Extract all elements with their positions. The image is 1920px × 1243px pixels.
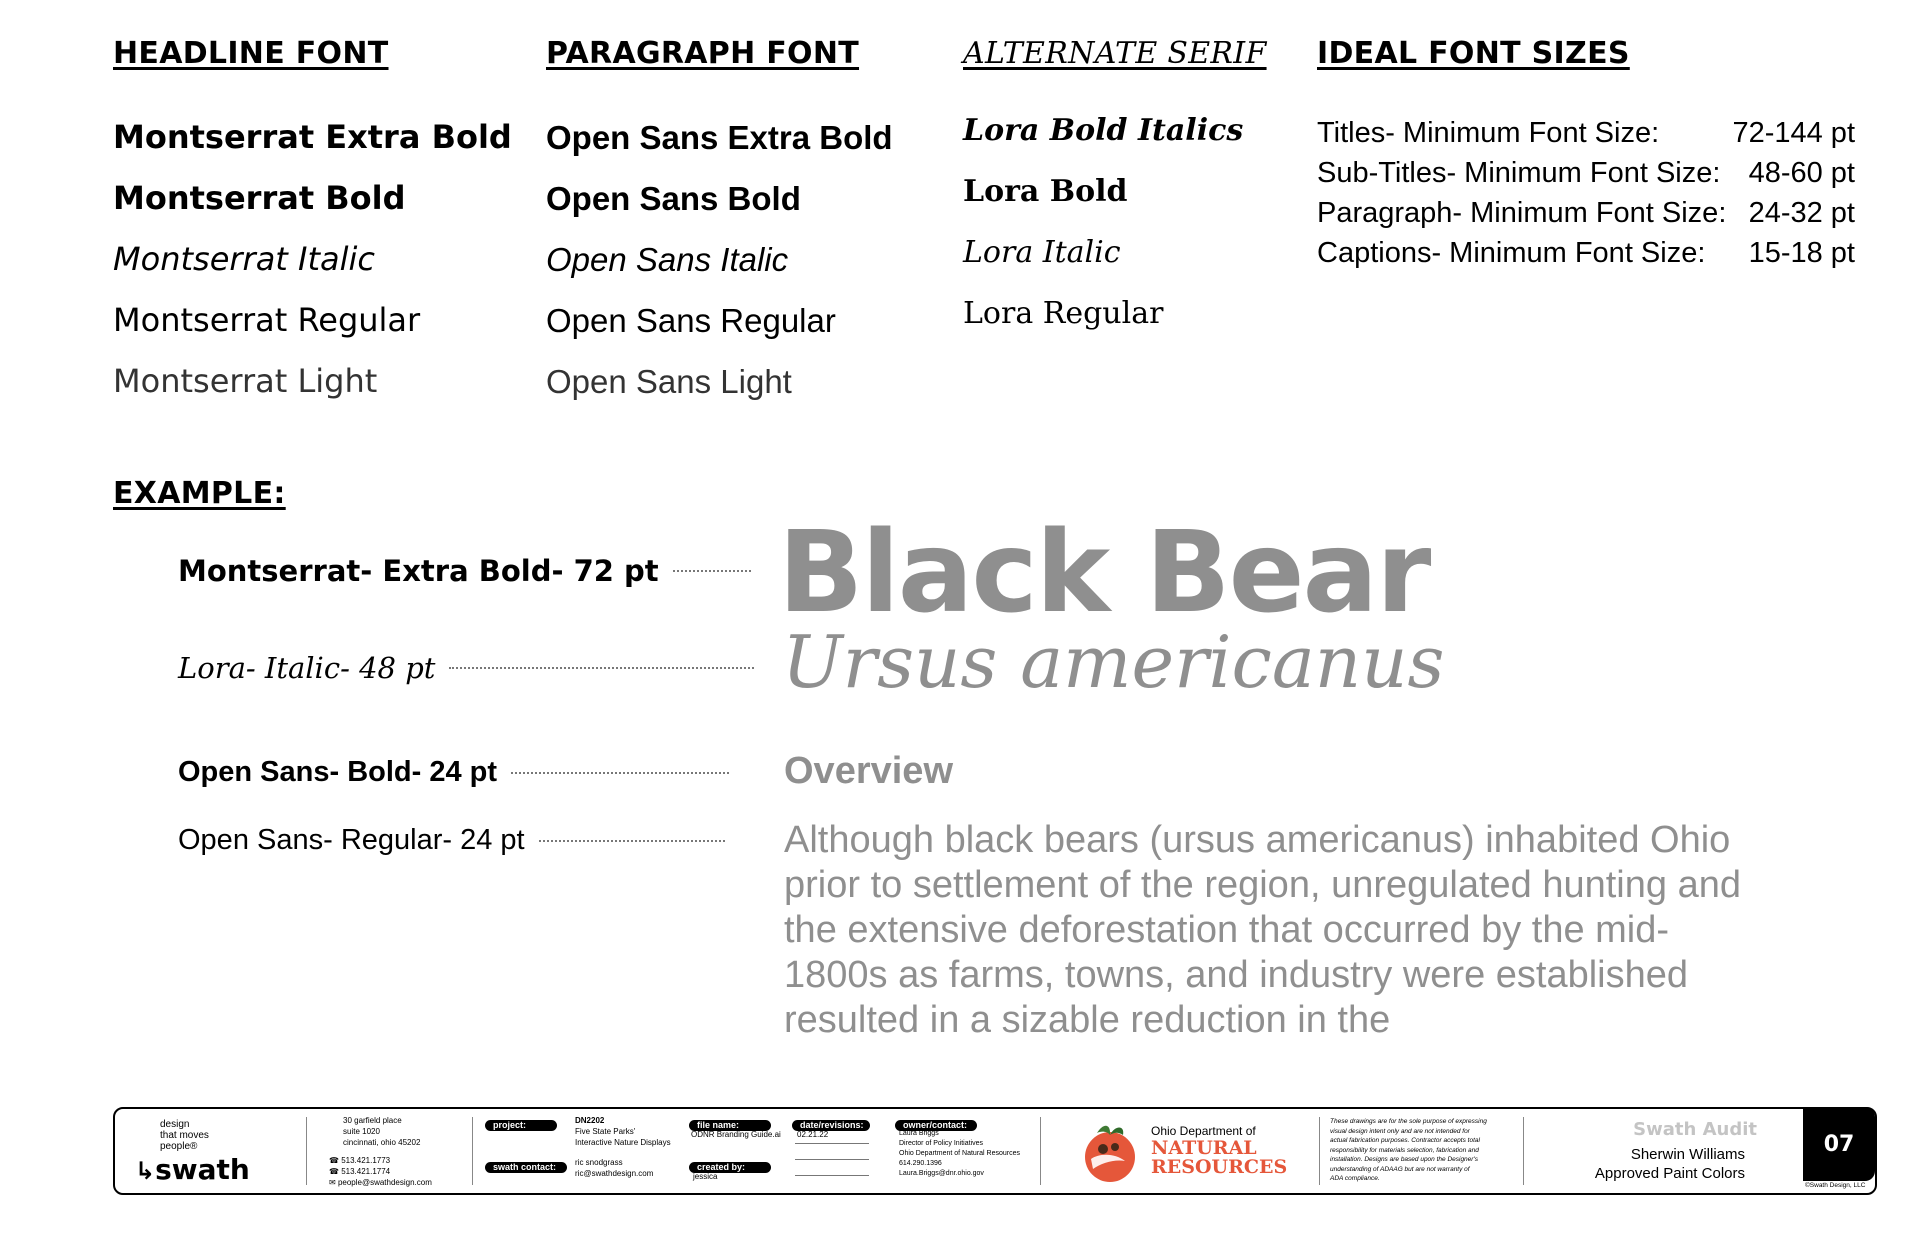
sample-open-sans-italic: Open Sans Italic: [546, 241, 789, 278]
size-value: 24-32 pt: [1748, 197, 1855, 229]
date-pill: date/revisions:: [792, 1120, 870, 1131]
leader-dots: [511, 772, 729, 774]
sample-lora-bold: Lora Bold: [963, 174, 1128, 209]
leader-dots: [673, 570, 751, 572]
swath-wordmark: swath: [155, 1153, 250, 1186]
example-subtitle: Ursus americanus: [782, 620, 1445, 704]
headline-samples: [113, 107, 512, 412]
sample-lora-regular: Lora Regular: [963, 296, 1164, 331]
sample-montserrat-bold: Montserrat Bold: [113, 179, 406, 217]
divider: [306, 1117, 307, 1185]
sample-lora-bold-italics: Lora Bold Italics: [963, 113, 1244, 148]
sample-open-sans-regular: Open Sans Regular: [546, 302, 836, 339]
sample-montserrat-regular: Montserrat Regular: [113, 301, 421, 339]
owner-line: Laura Briggs: [899, 1130, 939, 1137]
sample-open-sans-light: Open Sans Light: [546, 363, 792, 400]
sample-montserrat-italic: Montserrat Italic: [113, 240, 375, 278]
example-label-overview-text: Open Sans- Bold- 24 pt: [178, 756, 498, 788]
revision-line: [795, 1159, 869, 1160]
owner-line: Ohio Department of Natural Resources: [899, 1150, 1020, 1157]
title-block: [113, 1107, 1877, 1195]
arrow-icon: ↳: [135, 1157, 156, 1185]
owner-line: Director of Policy Initiatives: [899, 1140, 984, 1147]
contact-pill: swath contact:: [485, 1162, 567, 1173]
example-overview: Overview: [784, 750, 953, 792]
tagline: [160, 1119, 209, 1152]
size-row-captions: [1317, 233, 1855, 273]
address-line: cincinnati, ohio 45202: [343, 1138, 421, 1147]
page-number: 07: [1803, 1107, 1875, 1181]
created-by-value: jessica: [693, 1172, 718, 1181]
phone-icon: ☎: [329, 1156, 342, 1165]
example-label-paragraph: [178, 824, 725, 857]
example-label-overview: [178, 756, 729, 789]
project-name-line: Five State Parks': [575, 1127, 636, 1136]
project-info: [575, 1115, 671, 1148]
email-row: [329, 1177, 432, 1188]
leader-dots: [539, 840, 725, 842]
size-label: Paragraph- Minimum Font Size:: [1317, 197, 1727, 229]
example-label-title: [178, 554, 751, 588]
example-label-subtitle: [178, 651, 754, 685]
divider: [472, 1117, 473, 1185]
divider: [1319, 1117, 1320, 1185]
size-value: 15-18 pt: [1748, 237, 1855, 269]
revision-line: [795, 1175, 869, 1176]
disclaimer-line: These drawings are for the sole purpose of expressing: [1330, 1118, 1487, 1125]
sample-open-sans-bold: Open Sans Bold: [546, 180, 801, 217]
odnr-top-text: Ohio Department of: [1151, 1124, 1256, 1138]
file-pill: file name:: [689, 1120, 771, 1131]
sheet-subtitle-line: Approved Paint Colors: [1594, 1165, 1745, 1182]
paragraph-samples: [546, 107, 893, 412]
example-label-paragraph-text: Open Sans- Regular- 24 pt: [178, 824, 525, 856]
headline-font-heading: HEADLINE FONT: [113, 36, 389, 71]
sample-montserrat-extra-bold: Montserrat Extra Bold: [113, 118, 512, 156]
file-name-value: ODNR Branding Guide.ai: [691, 1130, 781, 1139]
project-label: [485, 1115, 557, 1133]
project-id: DN2202: [575, 1116, 605, 1125]
tagline-line: people®: [160, 1141, 198, 1152]
disclaimer-line: actual fabrication purposes. Contractor accepts total: [1330, 1137, 1480, 1144]
example-label-title-text: Montserrat- Extra Bold- 72 pt: [178, 554, 659, 588]
disclaimer: [1330, 1117, 1487, 1184]
tagline-line: that moves: [160, 1130, 209, 1141]
project-name-line: Interactive Nature Displays: [575, 1138, 671, 1147]
divider: [1523, 1117, 1524, 1185]
address-line: 30 garfield place: [343, 1116, 402, 1125]
disclaimer-line: ADA compliance.: [1330, 1175, 1380, 1182]
owner-pill: owner/contact:: [895, 1120, 977, 1131]
font-sizes-table: [1317, 113, 1855, 273]
contact-line: ric snodgrass: [575, 1158, 623, 1167]
owner-info: [899, 1129, 1020, 1179]
swath-contact-label: [485, 1157, 567, 1175]
sheet-subtitle-line: Sherwin Williams: [1630, 1146, 1745, 1163]
address: [343, 1115, 420, 1148]
ideal-font-sizes-heading: IDEAL FONT SIZES: [1317, 36, 1630, 71]
phone-row: [329, 1155, 432, 1166]
fax-value: 513.421.1774: [341, 1167, 391, 1176]
sample-lora-italic: Lora Italic: [963, 235, 1121, 270]
contact-line: ric@swathdesign.com: [575, 1169, 654, 1178]
size-row-subtitles: [1317, 153, 1855, 193]
size-value: 72-144 pt: [1732, 117, 1855, 149]
swath-logo: [135, 1155, 250, 1186]
sheet-subtitle: [1555, 1145, 1745, 1183]
contact-numbers: [329, 1155, 432, 1188]
address-line: suite 1020: [343, 1127, 380, 1136]
tagline-line: design: [160, 1119, 190, 1130]
leader-dots: [449, 667, 754, 669]
fax-icon: ☎: [329, 1167, 342, 1176]
size-label: Sub-Titles- Minimum Font Size:: [1317, 157, 1721, 189]
sheet-title: Swath Audit: [1633, 1119, 1757, 1140]
copyright: ©Swath Design, LLC: [1805, 1182, 1866, 1189]
project-pill: project:: [485, 1120, 557, 1131]
fax-row: [329, 1166, 432, 1177]
swath-contact: [575, 1157, 653, 1179]
odnr-wordmark-line: RESOURCES: [1151, 1156, 1288, 1178]
owner-line: 614.290.1396: [899, 1160, 942, 1167]
divider: [1040, 1117, 1041, 1185]
odnr-wordmark-line: NATURAL: [1151, 1137, 1257, 1159]
created-pill: created by:: [689, 1162, 771, 1173]
disclaimer-line: installation. Designs are based upon the Designer's: [1330, 1156, 1478, 1163]
serif-samples: [963, 100, 1243, 344]
sample-montserrat-light: Montserrat Light: [113, 362, 378, 400]
example-paragraph: Although black bears (ursus americanus) inhabited Ohio prior to settlement of the region, unregulated hunting and the extensive deforestation that occurred by the mid-1800s as farms, towns, and industry were established resulted in a sizable reduction in the: [784, 819, 1741, 1041]
disclaimer-line: visual design intent only and are not intended for: [1330, 1127, 1470, 1135]
size-label: Captions- Minimum Font Size:: [1317, 237, 1706, 269]
revision-line: [795, 1143, 869, 1144]
email-value: people@swathdesign.com: [337, 1178, 432, 1187]
size-row-titles: [1317, 113, 1855, 153]
date-value: 02.21.22: [797, 1130, 829, 1139]
size-row-paragraph: [1317, 193, 1855, 233]
email-icon: ✉: [329, 1178, 338, 1187]
odnr-wordmark: [1151, 1139, 1287, 1177]
sample-open-sans-extra-bold: Open Sans Extra Bold: [546, 119, 893, 156]
owner-line: Laura.Briggs@dnr.ohio.gov: [899, 1170, 984, 1177]
odnr-logo-icon: [1077, 1119, 1143, 1190]
size-label: Titles- Minimum Font Size:: [1317, 117, 1660, 149]
disclaimer-line: understanding of ADAAG but are not warranty of: [1330, 1165, 1470, 1173]
example-title: Black Bear: [778, 508, 1430, 638]
alternate-serif-heading: ALTERNATE SERIF: [963, 36, 1267, 71]
phone-value: 513.421.1773: [341, 1156, 391, 1165]
paragraph-font-heading: PARAGRAPH FONT: [546, 36, 860, 71]
disclaimer-line: responsibility for materials selection, fabrication and: [1330, 1146, 1479, 1154]
example-label-subtitle-text: Lora- Italic- 48 pt: [178, 651, 436, 685]
size-value: 48-60 pt: [1748, 157, 1855, 189]
example-heading: EXAMPLE:: [113, 476, 286, 511]
